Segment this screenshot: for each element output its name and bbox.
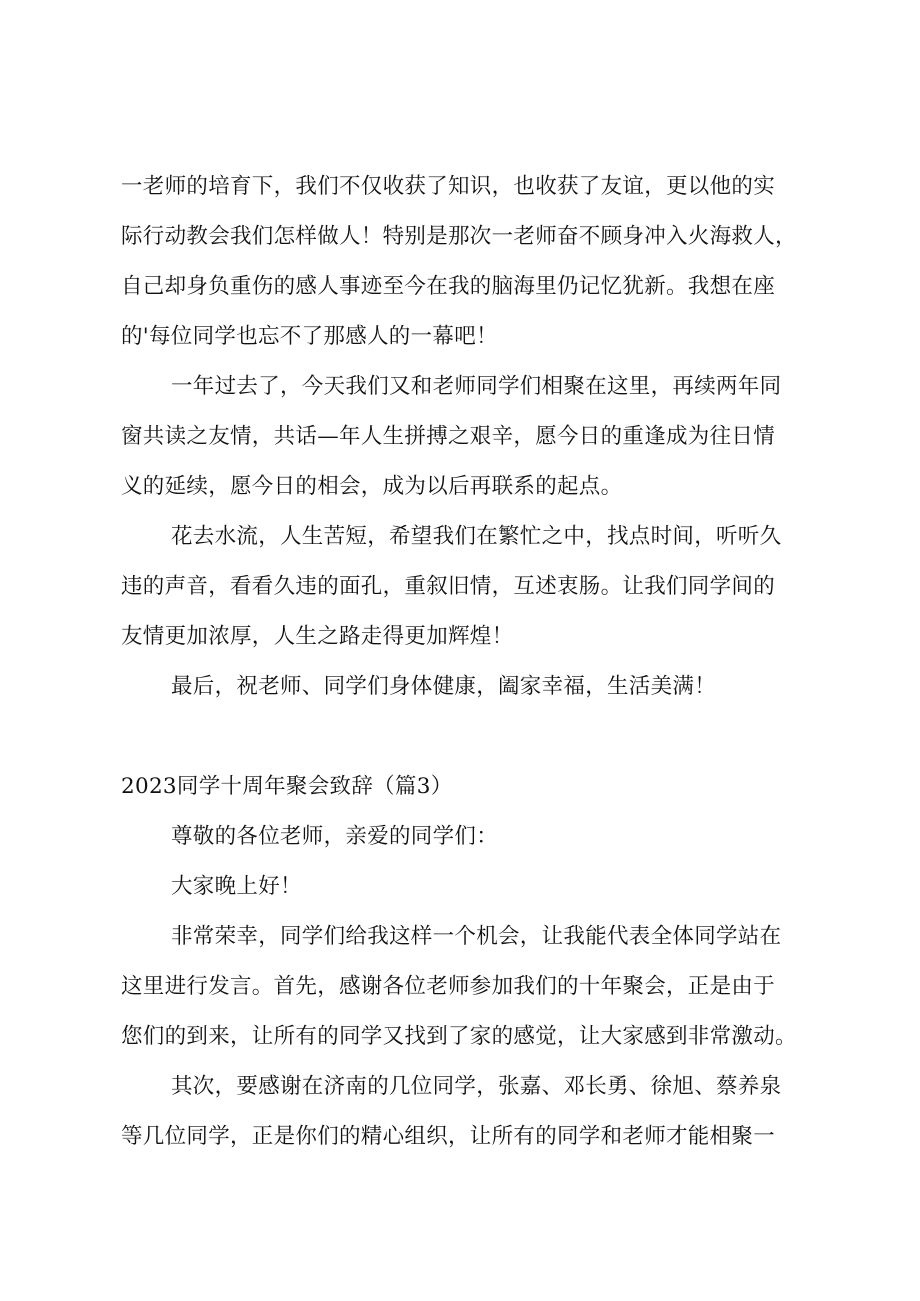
paragraph-line: 的'每位同学也忘不了那感人的一幕吧！: [121, 324, 498, 349]
paragraph-line: 您们的到来，让所有的同学又找到了家的感觉，让大家感到非常激动。: [121, 1024, 797, 1049]
paragraph-line: 花去水流，人生苦短，希望我们在繁忙之中，找点时间，听听久: [171, 524, 782, 549]
section-title: 2023同学十周年聚会致辞（篇3）: [121, 774, 453, 799]
paragraph-line: 等几位同学，正是你们的精心组织，让所有的同学和老师才能相聚一: [121, 1124, 776, 1149]
paragraph-line: 友情更加浓厚，人生之路走得更加辉煌！: [121, 624, 514, 649]
paragraph-line: 自己却身负重伤的感人事迹至今在我的脑海里仍记忆犹新。我想在座: [121, 274, 776, 299]
paragraph-line: 际行动教会我们怎样做人！特别是那次一老师奋不顾身冲入火海救人，: [121, 224, 797, 249]
document-body: [121, 162, 821, 1162]
paragraph-line: 一老师的培育下，我们不仅收获了知识，也收获了友谊，更以他的实: [121, 174, 776, 199]
paragraph-line: 非常荣幸，同学们给我这样一个机会，让我能代表全体同学站在: [171, 924, 782, 949]
paragraph-line: 其次，要感谢在济南的几位同学，张嘉、邓长勇、徐旭、蔡养泉: [171, 1074, 782, 1099]
greeting-line: 大家晚上好！: [171, 874, 302, 899]
paragraph-line: 最后，祝老师、同学们身体健康，阖家幸福，生活美满！: [171, 674, 717, 699]
paragraph-line: 违的声音，看看久违的面孔，重叙旧情，互述衷肠。让我们同学间的: [121, 574, 776, 599]
paragraph-line: 这里进行发言。首先，感谢各位老师参加我们的十年聚会，正是由于: [121, 974, 776, 999]
salutation-line: 尊敬的各位老师，亲爱的同学们：: [171, 824, 499, 849]
paragraph-line: 一年过去了，今天我们又和老师同学们相聚在这里，再续两年同: [171, 374, 782, 399]
paragraph-line: 义的延续，愿今日的相会，成为以后再联系的起点。: [121, 474, 623, 499]
paragraph-line: 窗共读之友情，共话—年人生拼搏之艰辛，愿今日的重逢成为往日情: [121, 424, 776, 449]
